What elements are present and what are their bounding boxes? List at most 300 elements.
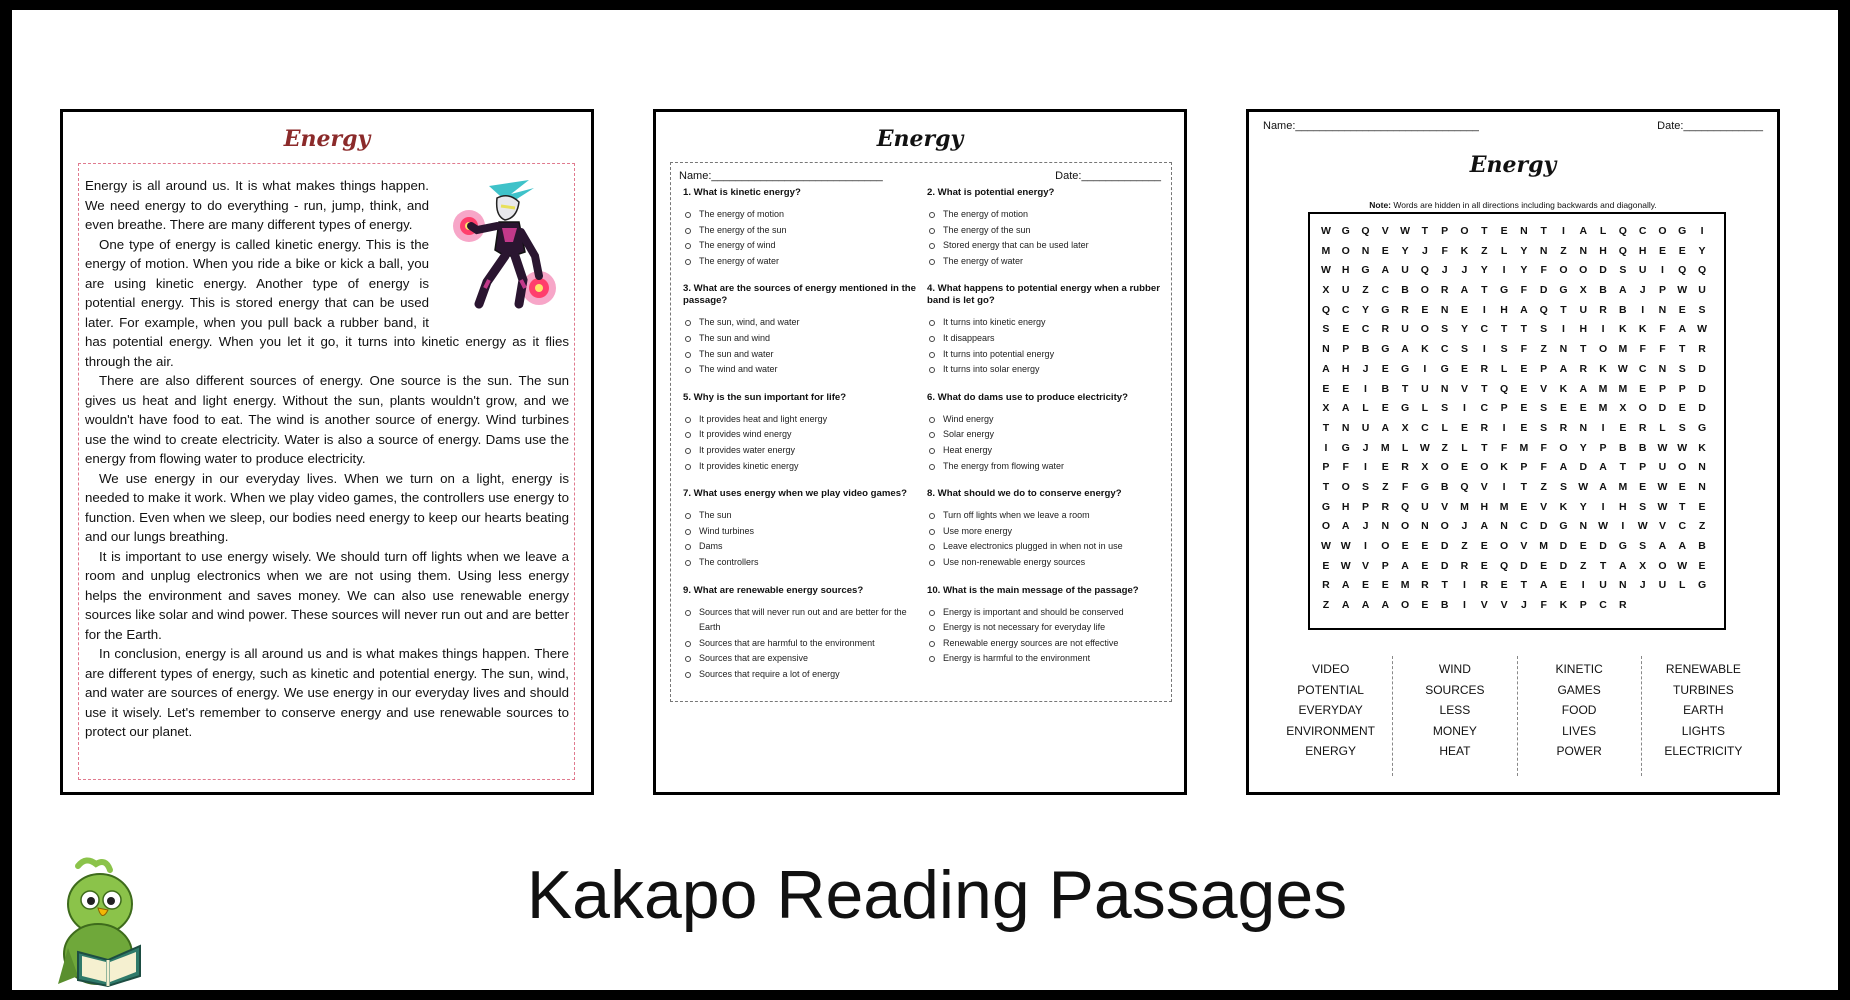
- grid-letter[interactable]: R: [1460, 559, 1469, 572]
- quiz-option[interactable]: [683, 605, 923, 636]
- grid-letter[interactable]: E: [1480, 540, 1488, 552]
- grid-letter[interactable]: R: [1559, 421, 1568, 434]
- grid-letter[interactable]: E: [1322, 382, 1330, 395]
- quiz-option[interactable]: [683, 636, 923, 652]
- grid-letter[interactable]: E: [1520, 500, 1528, 513]
- grid-letter[interactable]: P: [1342, 343, 1350, 356]
- grid-letter[interactable]: R: [1480, 362, 1489, 375]
- grid-letter[interactable]: R: [1698, 343, 1706, 356]
- grid-letter[interactable]: K: [1421, 343, 1429, 356]
- grid-letter[interactable]: J: [1362, 441, 1369, 454]
- grid-letter[interactable]: A: [1678, 540, 1687, 552]
- grid-letter[interactable]: I: [1562, 323, 1565, 336]
- grid-letter[interactable]: W: [1617, 362, 1628, 375]
- grid-letter[interactable]: W: [1578, 480, 1589, 493]
- grid-letter[interactable]: G: [1697, 579, 1707, 592]
- grid-letter[interactable]: E: [1460, 461, 1468, 474]
- grid-letter[interactable]: F: [1520, 284, 1528, 297]
- grid-letter[interactable]: N: [1698, 480, 1706, 493]
- grid-letter[interactable]: B: [1361, 343, 1370, 356]
- grid-letter[interactable]: J: [1461, 520, 1468, 533]
- grid-letter[interactable]: Z: [1580, 559, 1587, 572]
- grid-letter[interactable]: E: [1579, 402, 1587, 415]
- quiz-option[interactable]: [927, 443, 1167, 459]
- radio-circle-icon[interactable]: [685, 513, 691, 519]
- radio-circle-icon[interactable]: [685, 560, 691, 566]
- grid-letter[interactable]: T: [1520, 579, 1528, 592]
- grid-letter[interactable]: G: [1440, 362, 1449, 375]
- grid-letter[interactable]: W: [1677, 284, 1688, 297]
- grid-letter[interactable]: Z: [1382, 480, 1389, 493]
- grid-letter[interactable]: E: [1381, 362, 1389, 375]
- grid-letter[interactable]: L: [1679, 579, 1686, 592]
- radio-circle-icon[interactable]: [685, 529, 691, 535]
- grid-letter[interactable]: Q: [1420, 264, 1429, 277]
- grid-letter[interactable]: E: [1381, 579, 1389, 592]
- quiz-option[interactable]: [927, 362, 1167, 378]
- grid-letter[interactable]: U: [1401, 323, 1409, 336]
- grid-letter[interactable]: Y: [1579, 500, 1587, 513]
- grid-letter[interactable]: P: [1599, 441, 1607, 454]
- grid-letter[interactable]: H: [1638, 244, 1647, 257]
- grid-letter[interactable]: T: [1421, 225, 1429, 237]
- grid-letter[interactable]: E: [1342, 323, 1350, 336]
- quiz-option[interactable]: [683, 331, 923, 347]
- quiz-option[interactable]: [683, 207, 923, 223]
- grid-letter[interactable]: Q: [1678, 264, 1687, 277]
- grid-letter[interactable]: L: [1362, 402, 1369, 415]
- radio-circle-icon[interactable]: [929, 464, 935, 470]
- grid-letter[interactable]: Z: [1540, 343, 1547, 356]
- grid-letter[interactable]: U: [1361, 421, 1370, 434]
- grid-letter[interactable]: E: [1639, 480, 1647, 493]
- grid-letter[interactable]: S: [1460, 343, 1468, 356]
- grid-letter[interactable]: Q: [1499, 559, 1509, 572]
- grid-letter[interactable]: D: [1599, 540, 1607, 552]
- grid-letter[interactable]: A: [1401, 343, 1409, 356]
- grid-letter[interactable]: G: [1559, 284, 1568, 297]
- quiz-option[interactable]: [927, 651, 1167, 667]
- quiz-option[interactable]: [683, 651, 923, 667]
- grid-letter[interactable]: I: [1463, 579, 1466, 592]
- grid-letter[interactable]: G: [1420, 480, 1429, 493]
- grid-letter[interactable]: E: [1500, 225, 1508, 237]
- grid-letter[interactable]: X: [1322, 284, 1330, 297]
- grid-letter[interactable]: G: [1697, 421, 1707, 434]
- grid-letter[interactable]: U: [1658, 579, 1667, 592]
- grid-letter[interactable]: M: [1499, 500, 1509, 513]
- grid-letter[interactable]: O: [1401, 520, 1410, 533]
- grid-letter[interactable]: P: [1322, 461, 1330, 474]
- grid-letter[interactable]: I: [1482, 303, 1486, 316]
- grid-letter[interactable]: Q: [1697, 264, 1707, 277]
- grid-letter[interactable]: T: [1580, 343, 1587, 356]
- grid-letter[interactable]: N: [1341, 421, 1350, 434]
- grid-letter[interactable]: W: [1320, 264, 1331, 277]
- grid-letter[interactable]: N: [1322, 343, 1330, 356]
- radio-circle-icon[interactable]: [685, 243, 691, 249]
- grid-letter[interactable]: V: [1500, 599, 1508, 612]
- grid-letter[interactable]: T: [1500, 323, 1508, 336]
- radio-circle-icon[interactable]: [929, 417, 935, 423]
- grid-letter[interactable]: K: [1698, 441, 1706, 454]
- grid-letter[interactable]: K: [1619, 323, 1627, 336]
- grid-letter[interactable]: A: [1381, 599, 1390, 612]
- grid-letter[interactable]: J: [1639, 284, 1646, 297]
- grid-letter[interactable]: I: [1601, 323, 1605, 336]
- grid-letter[interactable]: I: [1601, 500, 1605, 513]
- quiz-option[interactable]: [683, 362, 923, 378]
- grid-letter[interactable]: X: [1322, 402, 1330, 415]
- grid-letter[interactable]: T: [1322, 480, 1330, 493]
- grid-letter[interactable]: O: [1420, 284, 1429, 297]
- grid-letter[interactable]: H: [1480, 500, 1489, 513]
- grid-letter[interactable]: E: [1500, 579, 1508, 592]
- grid-letter[interactable]: K: [1638, 323, 1647, 336]
- grid-letter[interactable]: I: [1482, 343, 1486, 356]
- grid-letter[interactable]: H: [1341, 264, 1350, 277]
- grid-letter[interactable]: F: [1639, 343, 1646, 356]
- grid-letter[interactable]: N: [1440, 303, 1449, 316]
- grid-letter[interactable]: I: [1463, 402, 1466, 415]
- grid-letter[interactable]: A: [1381, 264, 1390, 277]
- grid-letter[interactable]: B: [1440, 480, 1449, 493]
- grid-letter[interactable]: W: [1419, 441, 1430, 454]
- grid-letter[interactable]: K: [1559, 382, 1568, 395]
- grid-letter[interactable]: S: [1698, 303, 1706, 316]
- grid-letter[interactable]: S: [1540, 323, 1548, 336]
- grid-letter[interactable]: R: [1381, 500, 1390, 513]
- grid-letter[interactable]: E: [1381, 244, 1389, 257]
- grid-letter[interactable]: O: [1341, 244, 1350, 257]
- wordsearch-date-field[interactable]: Date:_____________: [1657, 120, 1763, 132]
- grid-letter[interactable]: R: [1638, 421, 1647, 434]
- grid-letter[interactable]: F: [1500, 441, 1508, 454]
- grid-letter[interactable]: E: [1579, 540, 1587, 552]
- grid-letter[interactable]: C: [1341, 303, 1350, 316]
- grid-letter[interactable]: T: [1481, 382, 1488, 395]
- grid-letter[interactable]: W: [1637, 520, 1648, 533]
- grid-letter[interactable]: A: [1539, 579, 1548, 592]
- quiz-option[interactable]: [683, 254, 923, 270]
- grid-letter[interactable]: N: [1579, 520, 1588, 533]
- radio-circle-icon[interactable]: [685, 610, 691, 616]
- grid-letter[interactable]: O: [1401, 599, 1410, 612]
- grid-letter[interactable]: K: [1559, 500, 1568, 513]
- grid-letter[interactable]: P: [1579, 599, 1587, 612]
- grid-letter[interactable]: O: [1460, 225, 1469, 237]
- grid-letter[interactable]: B: [1599, 284, 1607, 297]
- grid-letter[interactable]: I: [1364, 540, 1367, 552]
- grid-letter[interactable]: M: [1321, 244, 1331, 257]
- grid-letter[interactable]: G: [1401, 362, 1410, 375]
- grid-letter[interactable]: E: [1460, 421, 1468, 434]
- grid-letter[interactable]: M: [1598, 382, 1608, 395]
- grid-letter[interactable]: A: [1599, 461, 1607, 474]
- grid-letter[interactable]: W: [1340, 540, 1351, 552]
- grid-letter[interactable]: V: [1520, 540, 1528, 552]
- grid-letter[interactable]: P: [1520, 461, 1528, 474]
- grid-letter[interactable]: Y: [1520, 264, 1528, 277]
- grid-letter[interactable]: O: [1598, 343, 1608, 356]
- grid-letter[interactable]: F: [1441, 244, 1448, 257]
- grid-letter[interactable]: E: [1678, 244, 1686, 257]
- grid-letter[interactable]: E: [1698, 559, 1706, 572]
- radio-circle-icon[interactable]: [929, 448, 935, 454]
- quiz-option[interactable]: [927, 524, 1167, 540]
- grid-letter[interactable]: M: [1618, 343, 1628, 356]
- grid-letter[interactable]: X: [1639, 559, 1647, 572]
- grid-letter[interactable]: R: [1480, 579, 1489, 592]
- grid-letter[interactable]: T: [1322, 421, 1330, 434]
- grid-letter[interactable]: S: [1678, 421, 1686, 434]
- grid-letter[interactable]: E: [1678, 303, 1686, 316]
- grid-letter[interactable]: D: [1579, 461, 1588, 474]
- grid-letter[interactable]: O: [1440, 461, 1449, 474]
- grid-letter[interactable]: L: [1401, 441, 1409, 454]
- grid-letter[interactable]: E: [1559, 579, 1567, 592]
- radio-circle-icon[interactable]: [685, 367, 691, 373]
- grid-letter[interactable]: T: [1401, 382, 1409, 395]
- quiz-option[interactable]: [683, 347, 923, 363]
- radio-circle-icon[interactable]: [929, 367, 935, 373]
- grid-letter[interactable]: S: [1500, 343, 1508, 356]
- grid-letter[interactable]: E: [1678, 480, 1686, 493]
- grid-letter[interactable]: G: [1618, 540, 1627, 552]
- grid-letter[interactable]: A: [1559, 362, 1568, 375]
- grid-letter[interactable]: D: [1698, 402, 1706, 415]
- grid-letter[interactable]: L: [1500, 244, 1508, 257]
- grid-letter[interactable]: G: [1499, 284, 1509, 297]
- grid-letter[interactable]: L: [1421, 402, 1429, 415]
- grid-letter[interactable]: C: [1599, 599, 1607, 612]
- radio-circle-icon[interactable]: [929, 336, 935, 342]
- grid-letter[interactable]: Y: [1460, 323, 1468, 336]
- grid-letter[interactable]: Z: [1461, 540, 1468, 552]
- grid-letter[interactable]: T: [1441, 579, 1448, 592]
- quiz-option[interactable]: [683, 459, 923, 475]
- grid-letter[interactable]: E: [1678, 402, 1686, 415]
- grid-letter[interactable]: A: [1361, 599, 1370, 612]
- quiz-option[interactable]: [683, 555, 923, 571]
- grid-letter[interactable]: A: [1341, 579, 1350, 592]
- grid-letter[interactable]: E: [1322, 559, 1330, 572]
- grid-letter[interactable]: H: [1500, 303, 1508, 316]
- grid-letter[interactable]: L: [1461, 441, 1468, 454]
- grid-letter[interactable]: D: [1520, 559, 1528, 572]
- grid-letter[interactable]: E: [1698, 500, 1706, 513]
- grid-letter[interactable]: W: [1697, 323, 1707, 336]
- grid-letter[interactable]: Y: [1401, 244, 1409, 257]
- grid-letter[interactable]: A: [1619, 559, 1627, 572]
- radio-circle-icon[interactable]: [929, 228, 935, 234]
- grid-letter[interactable]: U: [1421, 382, 1429, 395]
- grid-letter[interactable]: A: [1480, 520, 1489, 533]
- grid-letter[interactable]: C: [1440, 343, 1449, 356]
- grid-letter[interactable]: N: [1658, 362, 1667, 375]
- radio-circle-icon[interactable]: [929, 352, 935, 358]
- grid-letter[interactable]: K: [1500, 461, 1508, 474]
- radio-circle-icon[interactable]: [929, 656, 935, 662]
- grid-letter[interactable]: X: [1619, 402, 1627, 415]
- grid-letter[interactable]: N: [1619, 579, 1627, 592]
- grid-letter[interactable]: I: [1364, 461, 1367, 474]
- grid-letter[interactable]: J: [1461, 264, 1468, 277]
- grid-letter[interactable]: Q: [1361, 225, 1370, 237]
- grid-letter[interactable]: E: [1540, 559, 1548, 572]
- grid-letter[interactable]: U: [1341, 284, 1350, 297]
- grid-letter[interactable]: S: [1639, 500, 1647, 513]
- grid-letter[interactable]: E: [1460, 362, 1468, 375]
- grid-letter[interactable]: H: [1579, 323, 1588, 336]
- grid-letter[interactable]: U: [1401, 264, 1409, 277]
- radio-circle-icon[interactable]: [929, 320, 935, 326]
- radio-circle-icon[interactable]: [685, 464, 691, 470]
- quiz-option[interactable]: [683, 412, 923, 428]
- grid-letter[interactable]: F: [1401, 480, 1409, 493]
- grid-letter[interactable]: M: [1539, 540, 1549, 552]
- grid-letter[interactable]: E: [1520, 362, 1528, 375]
- grid-letter[interactable]: A: [1401, 559, 1409, 572]
- grid-letter[interactable]: G: [1381, 343, 1390, 356]
- quiz-option[interactable]: [927, 315, 1167, 331]
- grid-letter[interactable]: I: [1423, 362, 1427, 375]
- grid-letter[interactable]: Z: [1560, 244, 1567, 257]
- grid-letter[interactable]: W: [1320, 225, 1331, 237]
- grid-letter[interactable]: F: [1520, 343, 1528, 356]
- quiz-option[interactable]: [683, 508, 923, 524]
- grid-letter[interactable]: R: [1401, 303, 1409, 316]
- quiz-option[interactable]: [927, 539, 1167, 555]
- grid-letter[interactable]: U: [1638, 264, 1647, 277]
- grid-letter[interactable]: K: [1559, 599, 1568, 612]
- grid-letter[interactable]: O: [1381, 540, 1390, 552]
- grid-letter[interactable]: I: [1621, 520, 1625, 533]
- quiz-option[interactable]: [927, 331, 1167, 347]
- grid-letter[interactable]: T: [1481, 284, 1488, 297]
- quiz-option[interactable]: [927, 347, 1167, 363]
- grid-letter[interactable]: E: [1520, 402, 1528, 415]
- grid-letter[interactable]: N: [1421, 520, 1429, 533]
- grid-letter[interactable]: G: [1559, 520, 1568, 533]
- grid-letter[interactable]: B: [1698, 540, 1706, 552]
- grid-letter[interactable]: Z: [1481, 244, 1488, 257]
- quiz-option[interactable]: [683, 223, 923, 239]
- radio-circle-icon[interactable]: [685, 228, 691, 234]
- grid-letter[interactable]: V: [1658, 520, 1666, 533]
- grid-letter[interactable]: J: [1441, 264, 1448, 277]
- grid-letter[interactable]: C: [1638, 225, 1647, 237]
- grid-letter[interactable]: O: [1658, 559, 1667, 572]
- grid-letter[interactable]: V: [1480, 599, 1488, 612]
- grid-letter[interactable]: P: [1500, 402, 1508, 415]
- quiz-option[interactable]: [927, 636, 1167, 652]
- grid-letter[interactable]: O: [1440, 520, 1449, 533]
- grid-letter[interactable]: H: [1341, 362, 1350, 375]
- radio-circle-icon[interactable]: [685, 656, 691, 662]
- quiz-option[interactable]: [927, 508, 1167, 524]
- grid-letter[interactable]: Q: [1539, 303, 1548, 316]
- grid-letter[interactable]: C: [1480, 323, 1489, 336]
- grid-letter[interactable]: Q: [1499, 382, 1509, 395]
- grid-letter[interactable]: D: [1698, 362, 1706, 375]
- grid-letter[interactable]: G: [1341, 225, 1350, 237]
- grid-letter[interactable]: C: [1678, 520, 1687, 533]
- grid-letter[interactable]: P: [1361, 500, 1369, 513]
- grid-letter[interactable]: S: [1559, 480, 1567, 493]
- grid-letter[interactable]: R: [1381, 323, 1390, 336]
- quiz-option[interactable]: [927, 412, 1167, 428]
- grid-letter[interactable]: M: [1618, 382, 1628, 395]
- grid-letter[interactable]: Y: [1480, 264, 1488, 277]
- grid-letter[interactable]: B: [1619, 303, 1627, 316]
- grid-letter[interactable]: W: [1320, 540, 1331, 552]
- grid-letter[interactable]: I: [1502, 480, 1506, 493]
- grid-letter[interactable]: M: [1598, 402, 1608, 415]
- radio-circle-icon[interactable]: [929, 259, 935, 265]
- grid-letter[interactable]: N: [1579, 421, 1588, 434]
- grid-letter[interactable]: R: [1440, 284, 1449, 297]
- quiz-name-field[interactable]: Name:____________________________: [679, 170, 883, 182]
- grid-letter[interactable]: T: [1560, 303, 1567, 316]
- grid-letter[interactable]: G: [1341, 441, 1350, 454]
- radio-circle-icon[interactable]: [685, 432, 691, 438]
- grid-letter[interactable]: Q: [1618, 225, 1627, 237]
- grid-letter[interactable]: L: [1659, 421, 1666, 434]
- grid-letter[interactable]: O: [1420, 323, 1429, 336]
- grid-letter[interactable]: G: [1321, 500, 1330, 513]
- grid-letter[interactable]: S: [1322, 323, 1330, 336]
- grid-letter[interactable]: V: [1381, 225, 1389, 237]
- grid-letter[interactable]: U: [1658, 461, 1667, 474]
- grid-letter[interactable]: O: [1638, 402, 1647, 415]
- quiz-option[interactable]: [683, 238, 923, 254]
- grid-letter[interactable]: G: [1401, 402, 1410, 415]
- grid-letter[interactable]: A: [1341, 402, 1350, 415]
- radio-circle-icon[interactable]: [929, 212, 935, 218]
- radio-circle-icon[interactable]: [685, 320, 691, 326]
- grid-letter[interactable]: D: [1539, 520, 1548, 533]
- grid-letter[interactable]: J: [1421, 244, 1428, 257]
- grid-letter[interactable]: G: [1678, 225, 1687, 237]
- grid-letter[interactable]: A: [1658, 540, 1667, 552]
- grid-letter[interactable]: F: [1659, 323, 1666, 336]
- grid-letter[interactable]: A: [1599, 480, 1607, 493]
- grid-letter[interactable]: E: [1480, 559, 1488, 572]
- grid-letter[interactable]: L: [1500, 362, 1508, 375]
- grid-letter[interactable]: C: [1638, 362, 1647, 375]
- grid-letter[interactable]: W: [1677, 441, 1688, 454]
- grid-letter[interactable]: B: [1638, 441, 1647, 454]
- radio-circle-icon[interactable]: [929, 641, 935, 647]
- grid-letter[interactable]: E: [1421, 559, 1429, 572]
- grid-letter[interactable]: O: [1321, 520, 1330, 533]
- grid-letter[interactable]: I: [1502, 264, 1506, 277]
- grid-letter[interactable]: E: [1559, 402, 1567, 415]
- grid-letter[interactable]: F: [1540, 461, 1547, 474]
- grid-letter[interactable]: R: [1322, 579, 1330, 592]
- grid-letter[interactable]: Q: [1460, 480, 1469, 493]
- grid-letter[interactable]: F: [1540, 441, 1547, 454]
- grid-letter[interactable]: S: [1639, 540, 1647, 552]
- grid-letter[interactable]: O: [1579, 264, 1588, 277]
- grid-letter[interactable]: F: [1659, 343, 1666, 356]
- grid-letter[interactable]: G: [1381, 303, 1390, 316]
- grid-letter[interactable]: V: [1460, 382, 1468, 395]
- grid-letter[interactable]: S: [1361, 480, 1369, 493]
- grid-letter[interactable]: U: [1698, 284, 1706, 297]
- grid-letter[interactable]: N: [1698, 461, 1706, 474]
